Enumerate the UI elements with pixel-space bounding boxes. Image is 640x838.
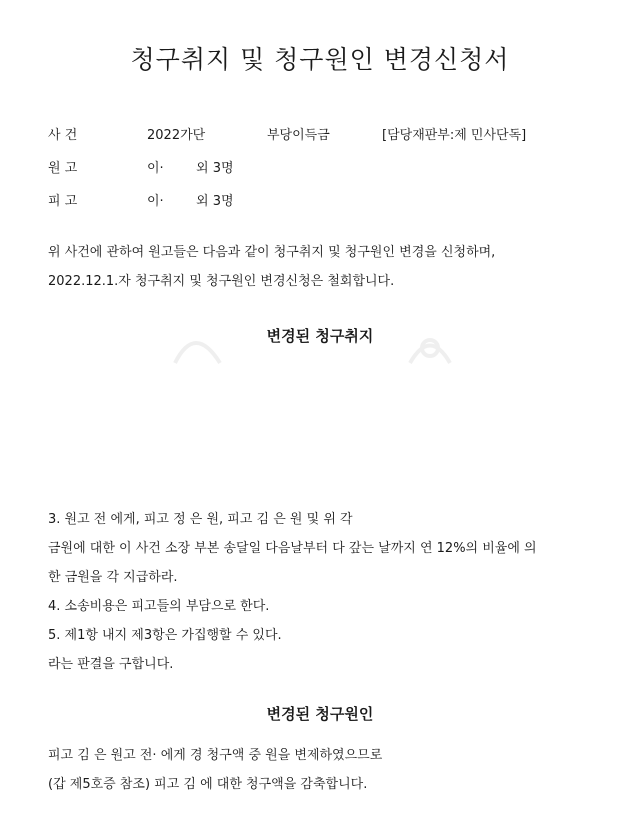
case-number: 2022가단 xyxy=(147,128,206,143)
plaintiff-name: 이· xyxy=(147,161,164,176)
plaintiff-label: 원 고 xyxy=(48,161,78,176)
intro-paragraph xyxy=(48,238,495,296)
cause-line: (갑 제5호증 참조) 피고 김 에 대한 청구액을 감축합니다. xyxy=(48,777,368,792)
claim-line: 3. 원고 전 에게, 피고 정 은 원, 피고 김 은 원 및 위 각 xyxy=(48,512,353,527)
section-heading-claim: 변경된 청구취지 xyxy=(266,327,374,345)
intro-line: 위 사건에 관하여 원고들은 다음과 같이 청구취지 및 청구원인 변경을 신청하며, xyxy=(48,245,496,260)
claim-line: 5. 제1항 내지 제3항은 가집행할 수 있다. xyxy=(48,628,282,643)
defendant-count: 외 3명 xyxy=(196,194,234,209)
claim-paragraph xyxy=(48,505,537,679)
claim-line: 한 금원을 각 지급하라. xyxy=(48,570,178,585)
claim-line: 4. 소송비용은 피고들의 부담으로 한다. xyxy=(48,599,270,614)
case-label: 사 건 xyxy=(48,128,78,143)
plaintiff-count: 외 3명 xyxy=(196,161,234,176)
defendant-name: 이· xyxy=(147,194,164,209)
cause-paragraph xyxy=(48,741,382,799)
case-division: [담당재판부:제 민사단독] xyxy=(382,128,527,143)
section-heading-cause: 변경된 청구원인 xyxy=(266,705,374,723)
claim-line: 금원에 대한 이 사건 소장 부본 송달일 다음날부터 다 갚는 날까지 연 12%의 비율에 의 xyxy=(48,541,537,556)
case-name: 부당이득금 xyxy=(267,128,330,143)
intro-line: 2022.12.1.자 청구취지 및 청구원인 변경신청은 철회합니다. xyxy=(48,274,395,289)
claim-line: 라는 판결을 구합니다. xyxy=(48,657,174,672)
cause-line: 피고 김 은 원고 전· 에게 경 청구액 중 원을 변제하였으므로 xyxy=(48,748,383,763)
document-title: 청구취지 및 청구원인 변경신청서 xyxy=(130,45,510,74)
defendant-label: 피 고 xyxy=(48,194,78,209)
